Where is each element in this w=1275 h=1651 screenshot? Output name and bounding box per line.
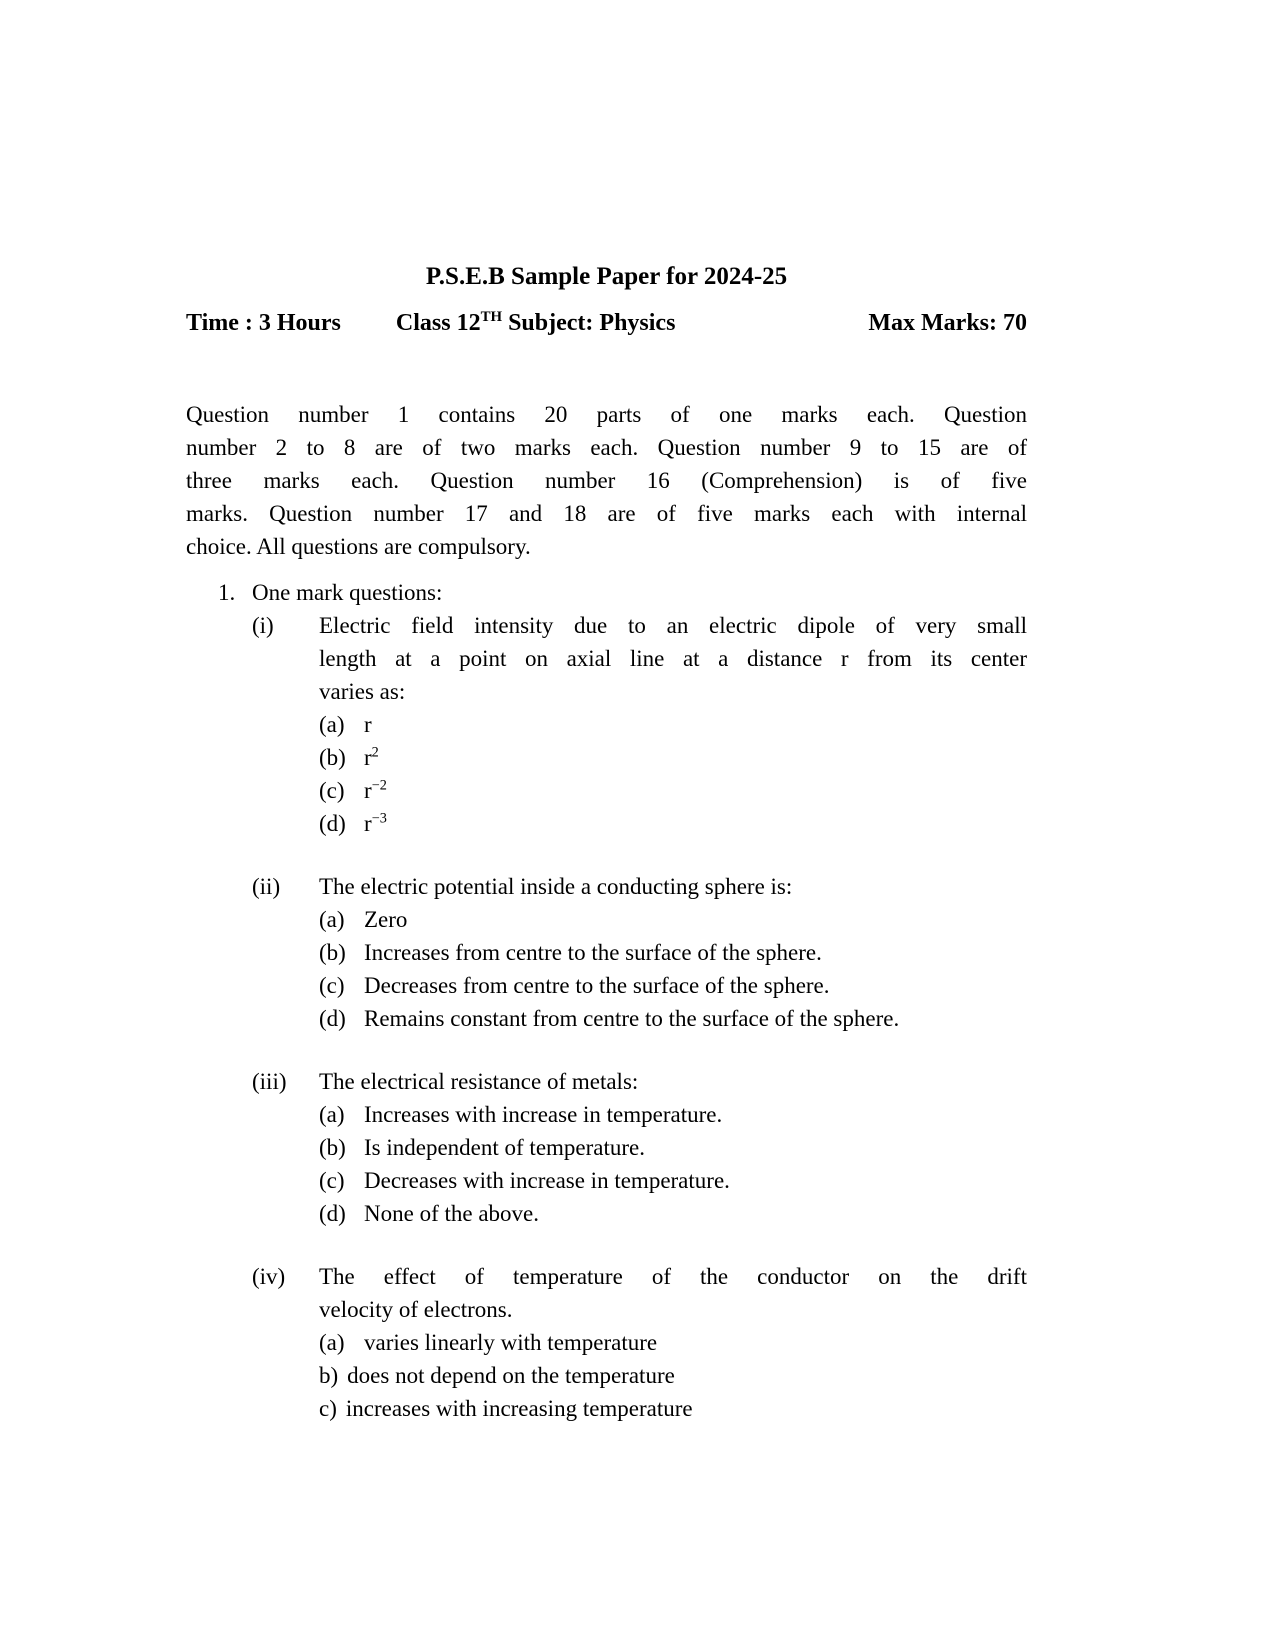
part-text-line: velocity of electrons. bbox=[319, 1297, 513, 1322]
option-label: (d) bbox=[319, 811, 346, 836]
question-part-ii bbox=[252, 870, 1027, 1035]
time-label: Time : 3 Hours bbox=[186, 310, 341, 336]
math-superscript: 2 bbox=[371, 744, 379, 761]
math-base: r bbox=[364, 811, 372, 836]
option-label: (c) bbox=[319, 973, 345, 998]
option-text: Increases from centre to the surface of the sphere. bbox=[364, 940, 822, 965]
option-c bbox=[319, 774, 1027, 807]
option-b bbox=[319, 1131, 1027, 1164]
part-text-line: length at a point on axial line at a distance r from its center bbox=[319, 646, 1027, 671]
option-b bbox=[319, 936, 1027, 969]
part-numeral: (i) bbox=[252, 613, 274, 638]
class-superscript: TH bbox=[480, 309, 503, 325]
option-label: (c) bbox=[319, 1168, 345, 1193]
part-body bbox=[319, 1065, 1027, 1230]
option-label: (a) bbox=[319, 1330, 345, 1355]
option-text: does not depend on the temperature bbox=[347, 1363, 675, 1388]
math-superscript: −3 bbox=[371, 810, 387, 827]
question-part-iv bbox=[252, 1260, 1027, 1425]
part-text-line: Electric field intensity due to an electric dipole of very small bbox=[319, 613, 1027, 638]
instructions-paragraph bbox=[186, 398, 1027, 563]
part-text-line: varies as: bbox=[319, 679, 406, 704]
class-subject-label bbox=[396, 307, 676, 340]
option-text: Remains constant from centre to the surface of the sphere. bbox=[364, 1006, 900, 1031]
instructions-line: marks. Question number 17 and 18 are of five marks each with internal bbox=[186, 501, 1027, 526]
option-a bbox=[319, 708, 1027, 741]
option-text: Increases with increase in temperature. bbox=[364, 1102, 723, 1127]
part-text-line: The electric potential inside a conducting sphere is: bbox=[319, 874, 793, 899]
option-c bbox=[319, 969, 1027, 1002]
question-part-i bbox=[252, 609, 1027, 840]
option-d bbox=[319, 1002, 1027, 1035]
option-text bbox=[364, 778, 387, 803]
part-body bbox=[319, 1260, 1027, 1425]
option-text: None of the above. bbox=[364, 1201, 539, 1226]
option-label: (c) bbox=[319, 778, 345, 803]
option-text bbox=[364, 811, 387, 836]
instructions-line: number 2 to 8 are of two marks each. Question number 9 to 15 are of bbox=[186, 435, 1027, 460]
option-label: (d) bbox=[319, 1201, 346, 1226]
part-text-line: The electrical resistance of metals: bbox=[319, 1069, 639, 1094]
option-label: (b) bbox=[319, 745, 346, 770]
option-text: Decreases from centre to the surface of the sphere. bbox=[364, 973, 830, 998]
option-a bbox=[319, 903, 1027, 936]
math-base: r bbox=[364, 745, 372, 770]
subject-text: Subject: Physics bbox=[502, 310, 676, 336]
part-body bbox=[319, 870, 1027, 1035]
option-label: (a) bbox=[319, 907, 345, 932]
option-label: (d) bbox=[319, 1006, 346, 1031]
class-text: Class 12 bbox=[395, 310, 481, 336]
option-a bbox=[319, 1098, 1027, 1131]
option-text: varies linearly with temperature bbox=[364, 1330, 658, 1355]
option-b bbox=[319, 741, 1027, 774]
option-label: b) bbox=[319, 1363, 339, 1388]
option-text bbox=[364, 745, 379, 770]
option-d bbox=[319, 807, 1027, 840]
question-label: One mark questions: bbox=[252, 580, 443, 605]
header-row bbox=[186, 307, 1027, 340]
math-superscript: −2 bbox=[371, 777, 387, 794]
option-label: (a) bbox=[319, 712, 345, 737]
option-label: (a) bbox=[319, 1102, 345, 1127]
max-marks-label: Max Marks: 70 bbox=[868, 310, 1027, 336]
option-d bbox=[319, 1197, 1027, 1230]
option-a bbox=[319, 1326, 1027, 1359]
part-body bbox=[319, 609, 1027, 840]
question-number: 1. bbox=[218, 580, 236, 605]
option-c bbox=[319, 1392, 1027, 1425]
instructions-line: Question number 1 contains 20 parts of one marks each. Question bbox=[186, 402, 1027, 427]
option-label: (b) bbox=[319, 1135, 346, 1160]
option-b bbox=[319, 1359, 1027, 1392]
option-text: increases with increasing temperature bbox=[345, 1396, 693, 1421]
math-base: r bbox=[364, 712, 372, 737]
option-text: Decreases with increase in temperature. bbox=[364, 1168, 730, 1193]
option-text: Zero bbox=[364, 907, 408, 932]
option-label: (b) bbox=[319, 940, 346, 965]
option-label: c) bbox=[319, 1396, 337, 1421]
math-base: r bbox=[364, 778, 372, 803]
part-numeral: (iii) bbox=[252, 1069, 287, 1094]
page-title: P.S.E.B Sample Paper for 2024-25 bbox=[425, 263, 788, 290]
instructions-line: three marks each. Question number 16 (Comprehension) is of five bbox=[186, 468, 1027, 493]
question-1-heading bbox=[218, 576, 1027, 609]
part-numeral: (iv) bbox=[252, 1264, 286, 1289]
part-text-line: The effect of temperature of the conductor on the drift bbox=[319, 1264, 1027, 1289]
question-part-iii bbox=[252, 1065, 1027, 1230]
option-c bbox=[319, 1164, 1027, 1197]
question-1 bbox=[186, 576, 1027, 1425]
instructions-line: choice. All questions are compulsory. bbox=[186, 534, 531, 559]
option-text bbox=[364, 712, 372, 737]
option-text: Is independent of temperature. bbox=[364, 1135, 645, 1160]
part-numeral: (ii) bbox=[252, 874, 281, 899]
